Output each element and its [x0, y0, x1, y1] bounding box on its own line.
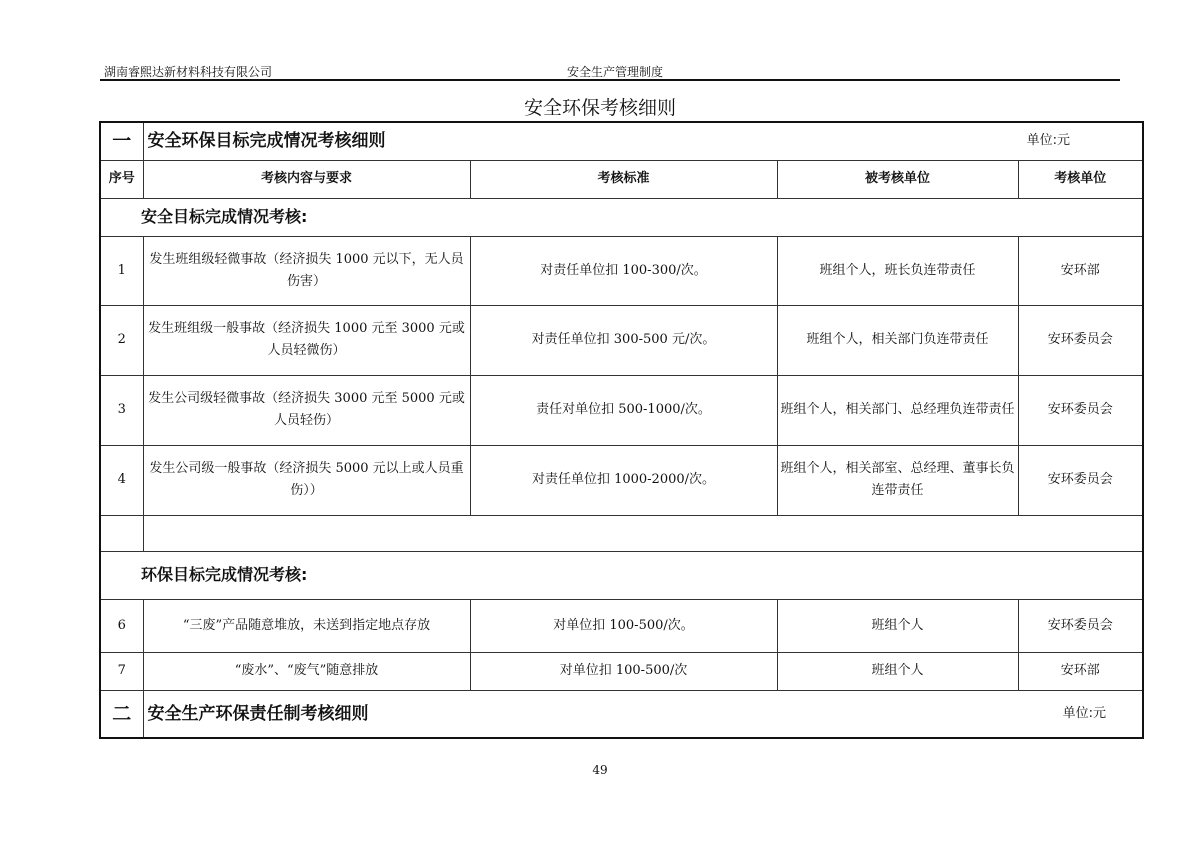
row-standard: 对单位扣 100-500/次。	[470, 599, 777, 652]
row-standard: 责任对单位扣 500-1000/次。	[470, 375, 777, 445]
row-assessor: 安环委员会	[1018, 445, 1143, 515]
empty-row	[100, 515, 1143, 551]
table-row	[100, 445, 1143, 515]
row-no: 6	[100, 599, 143, 652]
header-doc-name: 安全生产管理制度	[567, 65, 664, 79]
document-title: 安全环保考核细则	[523, 97, 676, 119]
row-assessor: 安环委员会	[1018, 599, 1143, 652]
row-content: 发生公司级轻微事故（经济损失 3000 元至 5000 元或人员轻伤）	[143, 375, 470, 445]
row-no: 4	[100, 445, 143, 515]
section1-title-cell	[143, 122, 1143, 160]
table-row	[100, 236, 1143, 305]
column-header-row	[100, 160, 1143, 198]
row-assessed: 班组个人，班长负连带责任	[777, 236, 1018, 305]
safety-category-row	[100, 198, 1143, 236]
row-content: “废水”、“废气”随意排放	[143, 652, 470, 690]
row-content: 发生公司级一般事故（经济损失 5000 元以上或人员重伤））	[143, 445, 470, 515]
table-row	[100, 652, 1143, 690]
row-no: 1	[100, 236, 143, 305]
empty-cell	[100, 515, 143, 551]
section1-number: 一	[100, 122, 143, 160]
section2-unit: 单位:元	[1062, 705, 1107, 721]
row-assessor: 安环委员会	[1018, 375, 1143, 445]
row-no: 7	[100, 652, 143, 690]
table-row	[100, 599, 1143, 652]
row-standard: 对责任单位扣 300-500 元/次。	[470, 305, 777, 375]
row-no: 2	[100, 305, 143, 375]
table-row	[100, 375, 1143, 445]
env-category-row	[100, 551, 1143, 599]
row-content: 发生班组级轻微事故（经济损失 1000 元以下，无人员伤害）	[143, 236, 470, 305]
col-no-header: 序号	[100, 160, 143, 198]
col-assessed-header: 被考核单位	[777, 160, 1018, 198]
row-assessor: 安环部	[1018, 652, 1143, 690]
col-assessor-header: 考核单位	[1018, 160, 1143, 198]
assessment-table	[99, 121, 1144, 739]
col-content-header: 考核内容与要求	[143, 160, 470, 198]
row-no: 3	[100, 375, 143, 445]
row-standard: 对责任单位扣 1000-2000/次。	[470, 445, 777, 515]
row-assessed: 班组个人	[777, 599, 1018, 652]
section2-title-cell	[143, 690, 1143, 738]
section1-unit: 单位:元	[1026, 133, 1071, 149]
safety-category-label: 安全目标完成情况考核:	[100, 198, 1143, 236]
section2-number: 二	[100, 690, 143, 738]
section2-title: 安全生产环保责任制考核细则	[147, 703, 369, 724]
row-content: 发生班组级一般事故（经济损失 1000 元至 3000 元或人员轻微伤）	[143, 305, 470, 375]
row-content: “三废”产品随意堆放，未送到指定地点存放	[143, 599, 470, 652]
col-standard-header: 考核标准	[470, 160, 777, 198]
empty-cell	[143, 515, 1143, 551]
row-assessor: 安环委员会	[1018, 305, 1143, 375]
env-category-label: 环保目标完成情况考核:	[100, 551, 1143, 599]
page-number: 49	[592, 763, 608, 777]
row-assessed: 班组个人，相关部室、总经理、董事长负连带责任	[777, 445, 1018, 515]
row-standard: 对责任单位扣 100-300/次。	[470, 236, 777, 305]
table-row	[100, 305, 1143, 375]
section2-row	[100, 690, 1143, 738]
row-assessor: 安环部	[1018, 236, 1143, 305]
header-rule	[100, 79, 1120, 81]
row-assessed: 班组个人，相关部门负连带责任	[777, 305, 1018, 375]
row-assessed: 班组个人，相关部门、总经理负连带责任	[777, 375, 1018, 445]
header-company: 湖南睿熙达新材料科技有限公司	[104, 65, 273, 79]
row-assessed: 班组个人	[777, 652, 1018, 690]
row-standard: 对单位扣 100-500/次	[470, 652, 777, 690]
section1-row	[100, 122, 1143, 160]
assessment-table-wrapper	[99, 121, 1142, 739]
section1-title: 安全环保目标完成情况考核细则	[147, 131, 386, 152]
